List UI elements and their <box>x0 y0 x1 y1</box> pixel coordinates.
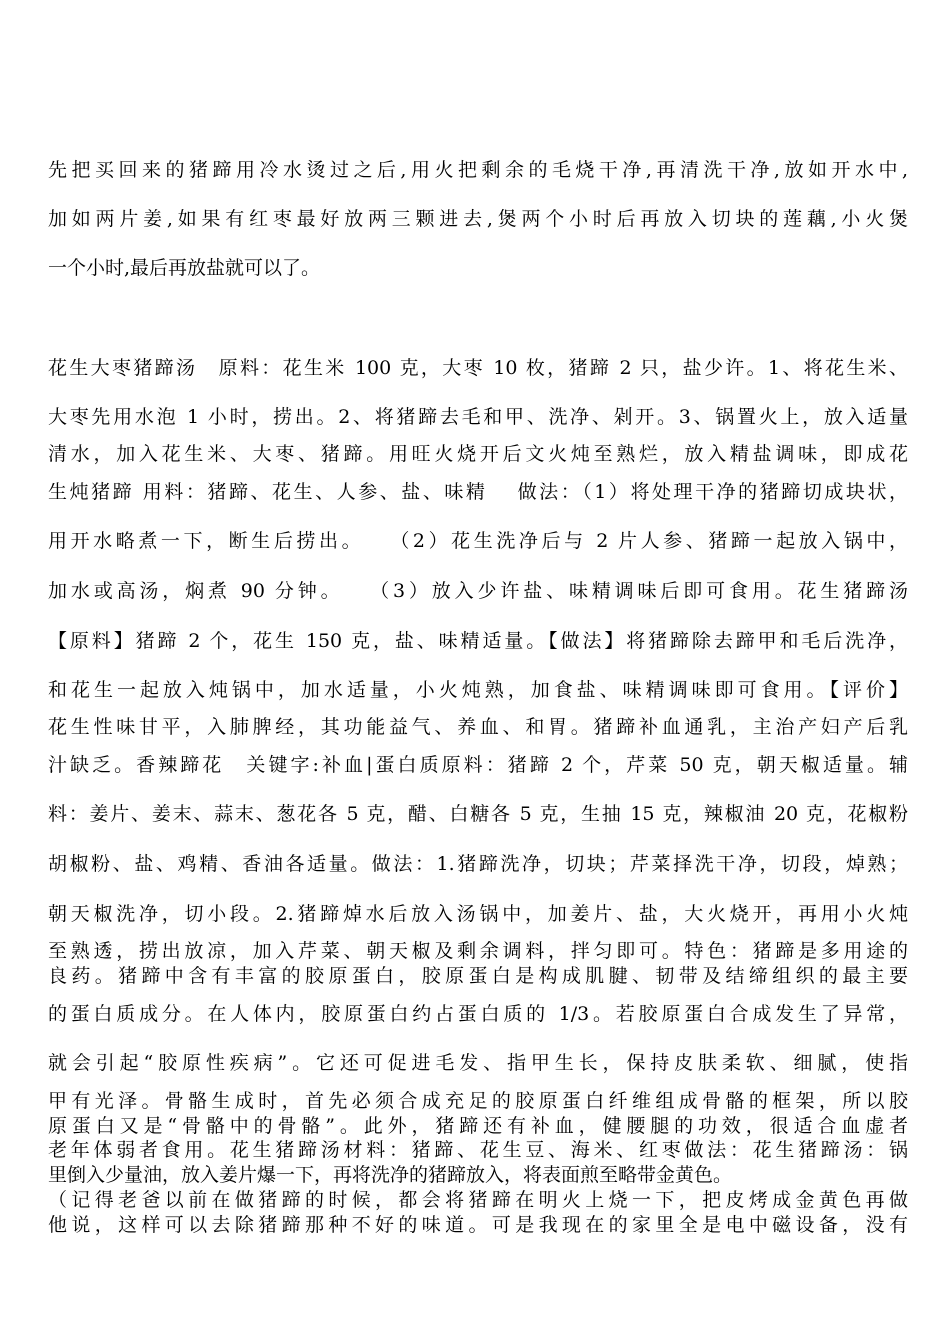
text-line: 朝天椒洗净，切小段。2.猪蹄焯水后放入汤锅中，加姜片、盐，大火烧开，再用小火炖 <box>48 903 908 925</box>
text-line: 先把买回来的猪蹄用冷水烫过之后,用火把剩余的毛烧干净,再清洗干净,放如开水中, <box>48 159 908 181</box>
text-line: 用开水略煮一下，断生后捞出。 （2）花生洗净后与 2 片人参、猪蹄一起放入锅中， <box>48 530 908 552</box>
text-line: 加水或高汤，焖煮 90 分钟。 （3）放入少许盐、味精调味后即可食用。花生猪蹄汤 <box>48 580 908 602</box>
text-line: 胡椒粉、盐、鸡精、香油各适量。做法：1.猪蹄洗净，切块；芹菜择洗干净，切段，焯熟； <box>48 853 908 875</box>
text-line: 和花生一起放入炖锅中，加水适量，小火炖熟，加食盐、味精调味即可食用。【评价】 <box>48 679 908 701</box>
text-line: 他说，这样可以去除猪蹄那种不好的味道。可是我现在的家里全是电中磁设备，没有 <box>48 1214 908 1236</box>
text-line: 里倒入少量油，放入姜片爆一下，再将洗净的猪蹄放入，将表面煎至略带金黄色。 <box>48 1164 733 1186</box>
text-line: 老年体弱者食用。花生猪蹄汤材料：猪蹄、花生豆、海米、红枣做法：花生猪蹄汤：锅 <box>48 1139 908 1161</box>
text-line: （记得老爸以前在做猪蹄的时候，都会将猪蹄在明火上烧一下，把皮烤成金黄色再做 <box>48 1189 908 1211</box>
text-line: 大枣先用水泡 1 小时，捞出。2、将猪蹄去毛和甲、洗净、剁开。3、锅置火上，放入适量 <box>48 406 908 428</box>
text-line: 生炖猪蹄 用料：猪蹄、花生、人参、盐、味精 做法：（1）将处理干净的猪蹄切成块状， <box>48 481 908 503</box>
text-line: 一个小时,最后再放盐就可以了。 <box>48 257 321 279</box>
text-line: 良药。猪蹄中含有丰富的胶原蛋白，胶原蛋白是构成肌腱、韧带及结缔组织的最主要 <box>48 965 908 987</box>
text-line: 就会引起“胶原性疾病”。它还可促进毛发、指甲生长，保持皮肤柔软、细腻，使指 <box>48 1052 908 1074</box>
text-line: 花生大枣猪蹄汤 原料：花生米 100 克，大枣 10 枚，猪蹄 2 只，盐少许。1、将花生米、 <box>48 357 908 379</box>
text-line: 汁缺乏。香辣蹄花 关键字:补血|蛋白质原料：猪蹄 2 个，芹菜 50 克，朝天椒适量。辅 <box>48 754 908 776</box>
text-line: 料：姜片、姜末、蒜末、葱花各 5 克，醋、白糖各 5 克，生抽 15 克，辣椒油 20 克，花椒粉 <box>48 803 908 825</box>
text-line: 原蛋白又是“骨骼中的骨骼”。此外，猪蹄还有补血，健腰腿的功效，很适合血虚者 <box>48 1115 908 1137</box>
text-line: 【原料】猪蹄 2 个，花生 150 克，盐、味精适量。【做法】将猪蹄除去蹄甲和毛后洗净， <box>48 630 908 652</box>
text-line: 的蛋白质成分。在人体内，胶原蛋白约占蛋白质的 1/3。若胶原蛋白合成发生了异常， <box>48 1003 908 1025</box>
text-line: 加如两片姜,如果有红枣最好放两三颗进去,煲两个小时后再放入切块的莲藕,小火煲 <box>48 208 908 230</box>
text-line: 至熟透，捞出放凉，加入芹菜、朝天椒及剩余调料，拌匀即可。特色：猪蹄是多用途的 <box>48 940 908 962</box>
text-line: 花生性味甘平，入肺脾经，其功能益气、养血、和胃。猪蹄补血通乳，主治产妇产后乳 <box>48 716 908 738</box>
text-line: 甲有光泽。骨骼生成时，首先必须合成充足的胶原蛋白纤维组成骨骼的框架，所以胶 <box>48 1090 908 1112</box>
text-line: 清水，加入花生米、大枣、猪蹄。用旺火烧开后文火炖至熟烂，放入精盐调味，即成花 <box>48 443 908 465</box>
